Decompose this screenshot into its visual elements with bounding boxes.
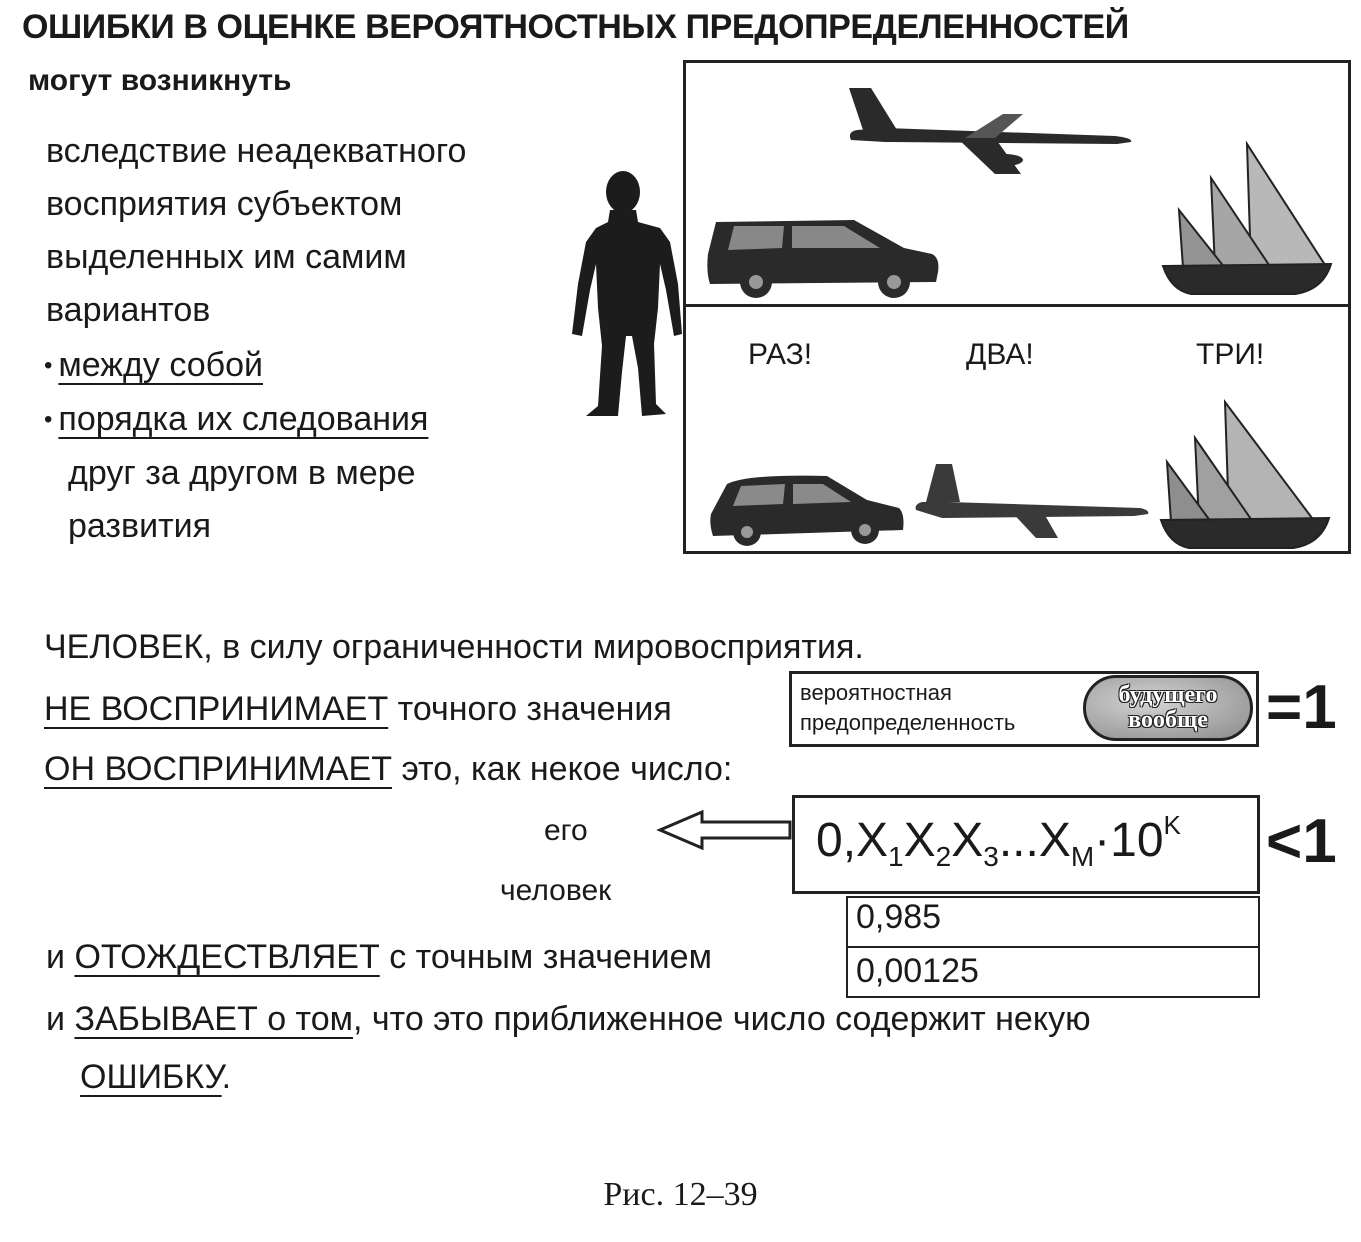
cause-line-4: вариантов [46, 291, 211, 329]
bullet-text-2: порядка их следования [58, 400, 429, 438]
figure-caption: Рис. 12–39 [603, 1176, 758, 1213]
number-formula: $0,X_1X_2X_3...X_M\cdot 10^K$ [816, 810, 1181, 872]
bullet-item-2 [44, 400, 428, 439]
bullet-item-1 [44, 346, 263, 385]
label-ego: его [544, 814, 588, 847]
arrow-left-icon [658, 808, 792, 852]
count-label-two: ДВА! [966, 338, 1034, 371]
conclusion-line-2: и ЗАБЫВАЕТ о том, что это приближенное число содержит некую [46, 1000, 1091, 1038]
bullet-text-1: между собой [58, 346, 264, 384]
value-1: 0,985 [856, 898, 942, 936]
statement-line-3-rest: это, как некое число: [392, 750, 733, 788]
cause-line-1: вследствие неадекватного [46, 132, 467, 170]
statement-line-2-rest: точного значения [388, 690, 672, 728]
bullet-dot: • [44, 406, 53, 433]
panel-divider [683, 304, 1351, 307]
conclusion-line-1: и ОТОЖДЕСТВЛЯЕТ с точным значением [46, 938, 712, 976]
value-2: 0,00125 [856, 952, 979, 990]
page-subtitle: могут возникнуть [28, 64, 292, 97]
count-label-one: РАЗ! [748, 338, 813, 371]
equals-one: =1 [1266, 673, 1337, 742]
conclusion-line-1-rest: с точным значением [379, 938, 712, 976]
future-pill-line-2: вообще [1128, 707, 1208, 733]
label-chelovek: человек [500, 874, 612, 907]
bullet-2-continuation-2: развития [68, 507, 212, 545]
conclusion-line-3: ОШИБКУ. [80, 1058, 232, 1096]
statement-line-1: ЧЕЛОВЕК, в силу ограниченности мировосприятия. [44, 628, 864, 666]
bullet-dot: • [44, 352, 53, 379]
statement-line-2 [44, 690, 672, 729]
future-pill-badge [1083, 675, 1253, 741]
less-than-one: <1 [1266, 807, 1337, 876]
count-label-three: ТРИ! [1196, 338, 1265, 371]
person-silhouette-icon [566, 168, 696, 428]
bullet-2-continuation-1: друг за другом в мере [68, 454, 416, 492]
car-icon [704, 214, 944, 299]
otozhdestvlyaet: ОТОЖДЕСТВЛЯЕТ [74, 938, 380, 976]
airplane-icon [912, 462, 1152, 542]
page-title: ОШИБКИ В ОЦЕНКЕ ВЕРОЯТНОСТНЫХ ПРЕДОПРЕДЕЛЕННОСТЕЙ [22, 8, 1129, 46]
probability-box-line-1: вероятностная [800, 680, 952, 705]
probability-box-line-2: предопределенность [800, 710, 1016, 735]
on-vosprinimaet: ОН ВОСПРИНИМАЕТ [44, 750, 392, 788]
sailing-ship-icon [1155, 140, 1335, 300]
zabyvaet: ЗАБЫВАЕТ о том [74, 1000, 354, 1038]
statement-line-3 [44, 750, 732, 789]
future-pill-line-1: будущего [1118, 682, 1218, 708]
cause-line-2: восприятия субъектом [46, 185, 403, 223]
ne-vosprinimaet: НЕ ВОСПРИНИМАЕТ [44, 690, 389, 728]
car-icon [707, 470, 907, 550]
airplane-icon [845, 78, 1135, 178]
sailing-ship-icon [1155, 398, 1335, 558]
oshibku: ОШИБКУ [80, 1058, 222, 1096]
conclusion-line-2-rest: , что это приближенное число содержит некую [353, 1000, 1091, 1038]
cause-line-3: выделенных им самим [46, 238, 407, 276]
